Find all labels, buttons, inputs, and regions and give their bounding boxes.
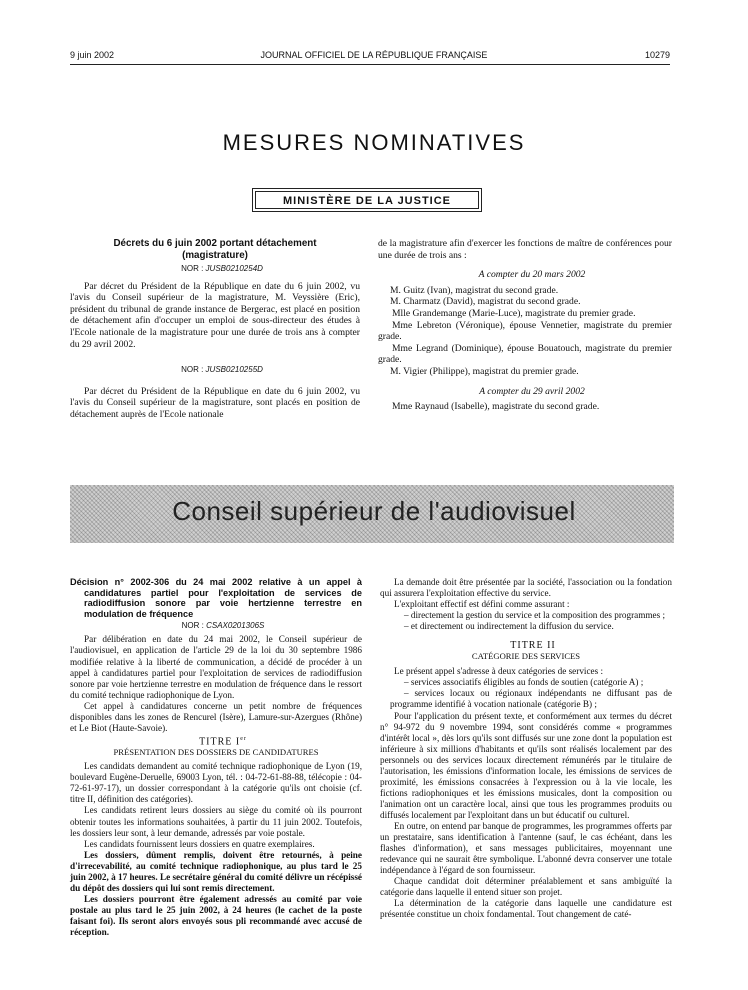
csa-left-column (70, 577, 362, 938)
csa-right-column (380, 577, 672, 920)
header-date: 9 juin 2002 (70, 50, 115, 60)
csa-paragraph: Par délibération en date du 24 mai 2002, le Conseil supérieur de l'audiovisuel, en application de l'article 29 de la loi du 30 septembre 1986 modifiée relative à la liberté de communication, a décidé de procéder à un appel à candidatures partiel pour l'exploitation de services de radiodiffusion sonore par voie hertzienne terrestre en modulation de fréquence dans le ressort du comité technique radiophonique de Lyon. (70, 634, 362, 700)
csa-paragraph: Les candidats retirent leurs dossiers au siège du comité où ils pourront obtenir toutes les informations souhaitées, à partir du 11 juin 2002. Toutefois, les dossiers leur sont, à leur demande, adressés par voie postale. (70, 805, 362, 838)
csa-paragraph: En outre, on entend par banque de programmes, les programmes offerts par un prestataire, sans identification à l'antenne (sauf, le cas échéant, dans les flashes d'information), et sans messages publicitaires, moyennant une redevance qui ne saurait être symbolique. L'abonné devra conserver une totale indépendance à l'égard de son fournisseur. (380, 820, 672, 876)
csa-paragraph: L'exploitant effectif est défini comme assurant : (394, 599, 570, 610)
titre-label: TITRE I (199, 736, 241, 748)
justice-paragraph-1: Par décret du Président de la République en date du 6 juin 2002, vu l'avis du Conseil supérieur de la magistrature, M. Veyssière (Eric), président du tribunal de grande instance de Bergerac, est placé en position de détachement afin d'occuper un emploi de sous-directeur des études à l'Ecole nationale de la magistrature pour une durée de trois ans à compter du 29 avril 2002. (70, 280, 360, 350)
ministry-box (252, 188, 482, 212)
csa-paragraph: Les dossiers pourront être également adressés au comité par voie postale au plus tard le 25 juin 2002, à 24 heures (le cachet de la poste faisant foi). Ils seront alors envoyés sous pli recommandé avec accusé de réception. (70, 893, 362, 937)
titre-superscript: er (240, 735, 247, 742)
csa-paragraph: Pour l'application du présent texte, et conformément aux termes du décret n° 94-972 du 9 novembre 1994, sont considérés comme « programmes d'intérêt local », dès lors qu'ils sont diffusés sur une zone dont la population est inférieure à six millions d'habitants et qu'ils sont réalisés localement par des personnels ou des services locaux directement rémunérés par le titulaire de l'autorisation, les émissions d'information locale, les émissions de services de proximité, les émissions consacrées à l'expression ou à la vie locale, les fictions radiophoniques et les émissions musicales, dont la composition ou l'animation ont un caractère local, ainsi que tous les programmes produits ou diffusés localement par l'exploitant dans un but éducatif ou culturel. (380, 710, 672, 820)
csa-paragraph: Les candidats fournissent leurs dossiers en quatre exemplaires. (84, 838, 315, 849)
justice-heading: Décrets du 6 juin 2002 portant détachement (magistrature) (113, 238, 317, 261)
csa-list-item: – et directement ou indirectement la diffusion du service. (404, 621, 614, 632)
justice-list-item: Mlle Grandemange (Marie-Luce), magistrate du premier grade. (392, 307, 636, 319)
justice-list-item: M. Charmatz (David), magistrat du second grade. (390, 296, 581, 308)
csa-titre-1 (70, 734, 362, 747)
justice-list-item: Mme Lebreton (Véronique), épouse Vennetier, magistrate du premier grade. (378, 319, 672, 343)
justice-date-heading-1: A compter du 20 mars 2002 (478, 269, 586, 281)
justice-list-item: Mme Raynaud (Isabelle), magistrate du second grade. (392, 401, 600, 413)
header-journal: JOURNAL OFFICIEL DE LA RÉPUBLIQUE FRANÇAISE (260, 50, 488, 60)
ministry-title: MINISTÈRE DE LA JUSTICE (255, 191, 479, 209)
justice-paragraph-2-continued: de la magistrature afin d'exercer les fonctions de maître de conférences pour une durée de trois ans : (378, 238, 672, 261)
csa-titre-2-subtitle: CATÉGORIE DES SERVICES (471, 651, 581, 662)
justice-date-heading-2: A compter du 29 avril 2002 (479, 385, 585, 397)
csa-decision-heading: Décision n° 2002-306 du 24 mai 2002 relative à un appel à candidatures partiel pour l'exploitation de services de radiodiffusion sonore par voie hertzienne terrestre en modulation de fréquence (70, 577, 362, 619)
justice-nor-2 (70, 364, 360, 376)
csa-paragraph: La détermination de la catégorie dans laquelle une candidature est présentée constitue un choix fondamental. Tout changement de caté- (380, 898, 672, 920)
nor-code: JUSB0210254D (205, 264, 263, 273)
csa-paragraph: Les candidats demandent au comité technique radiophonique de Lyon (19, boulevard Eugène-Deruelle, 69003 Lyon, tél. : 04-72-61-88-88, télécopie : 04-72-61-97-17), un dossier correspondant à la catégorie qu'ils ont choisie (cf. titre II, définition des catégories). (70, 761, 362, 805)
nor-label: NOR : (181, 621, 204, 631)
csa-paragraph: Les dossiers, dûment remplis, doivent être retournés, à peine d'irrecevabilité, au comité technique radiophonique, au plus tard le 25 juin 2002, à 17 heures. Le secrétaire général du comité délivre un récépissé du dépôt des dossiers qui lui sont remis directement. (70, 849, 362, 893)
justice-list-item: M. Vigier (Philippe), magistrat du premier grade. (390, 365, 579, 377)
justice-paragraph-2: Par décret du Président de la République en date du 6 juin 2002, vu l'avis du Conseil supérieur de la magistrature, sont placés en position de détachement auprès de l'Ecole nationale (70, 385, 360, 420)
csa-list-item: – services associatifs éligibles au fonds de soutien (catégorie A) ; (404, 677, 644, 688)
justice-list-item: Mme Legrand (Dominique), épouse Bouatouch, magistrate du premier grade. (378, 342, 672, 366)
nor-code: JUSB0210255D (205, 365, 263, 375)
justice-list-item: M. Guitz (Ivan), magistrat du second grade. (390, 284, 559, 296)
csa-titre-1-subtitle: PRÉSENTATION DES DOSSIERS DE CANDIDATURES (113, 747, 319, 758)
csa-titre-2: TITRE II (510, 640, 556, 652)
nor-label: NOR : (181, 365, 204, 375)
justice-right-column (378, 238, 672, 413)
csa-nor (70, 620, 362, 631)
csa-list-item: – services locaux ou régionaux indépendants ne diffusant pas de programme identifié à vocation nationale (catégorie B) ; (390, 688, 672, 710)
csa-list-item: – directement la gestion du service et la composition des programmes ; (404, 610, 666, 621)
header-rule (70, 64, 670, 65)
csa-paragraph: La demande doit être présentée par la société, l'association ou la fondation qui assurera l'exploitation effective du service. (380, 577, 672, 599)
nor-code: CSAX0201306S (206, 621, 265, 631)
justice-left-column (70, 238, 360, 421)
csa-paragraph: Cet appel à candidatures concerne un petit nombre de fréquences disponibles dans les zones de Rencurel (Isère), Lamure-sur-Azergues (Rhône) et Le Biot (Haute-Savoie). (70, 700, 362, 733)
csa-paragraph: Chaque candidat doit déterminer préalablement et sans ambiguïté la catégorie dans laquelle il entend situer son projet. (380, 876, 672, 898)
justice-nor-1 (70, 263, 360, 275)
nor-label: NOR : (181, 264, 204, 273)
csa-banner-title: Conseil supérieur de l'audiovisuel (172, 496, 576, 526)
csa-paragraph: Le présent appel s'adresse à deux catégories de services : (394, 666, 604, 677)
page-title: MESURES NOMINATIVES (222, 130, 526, 155)
header-page-number: 10279 (644, 50, 670, 60)
